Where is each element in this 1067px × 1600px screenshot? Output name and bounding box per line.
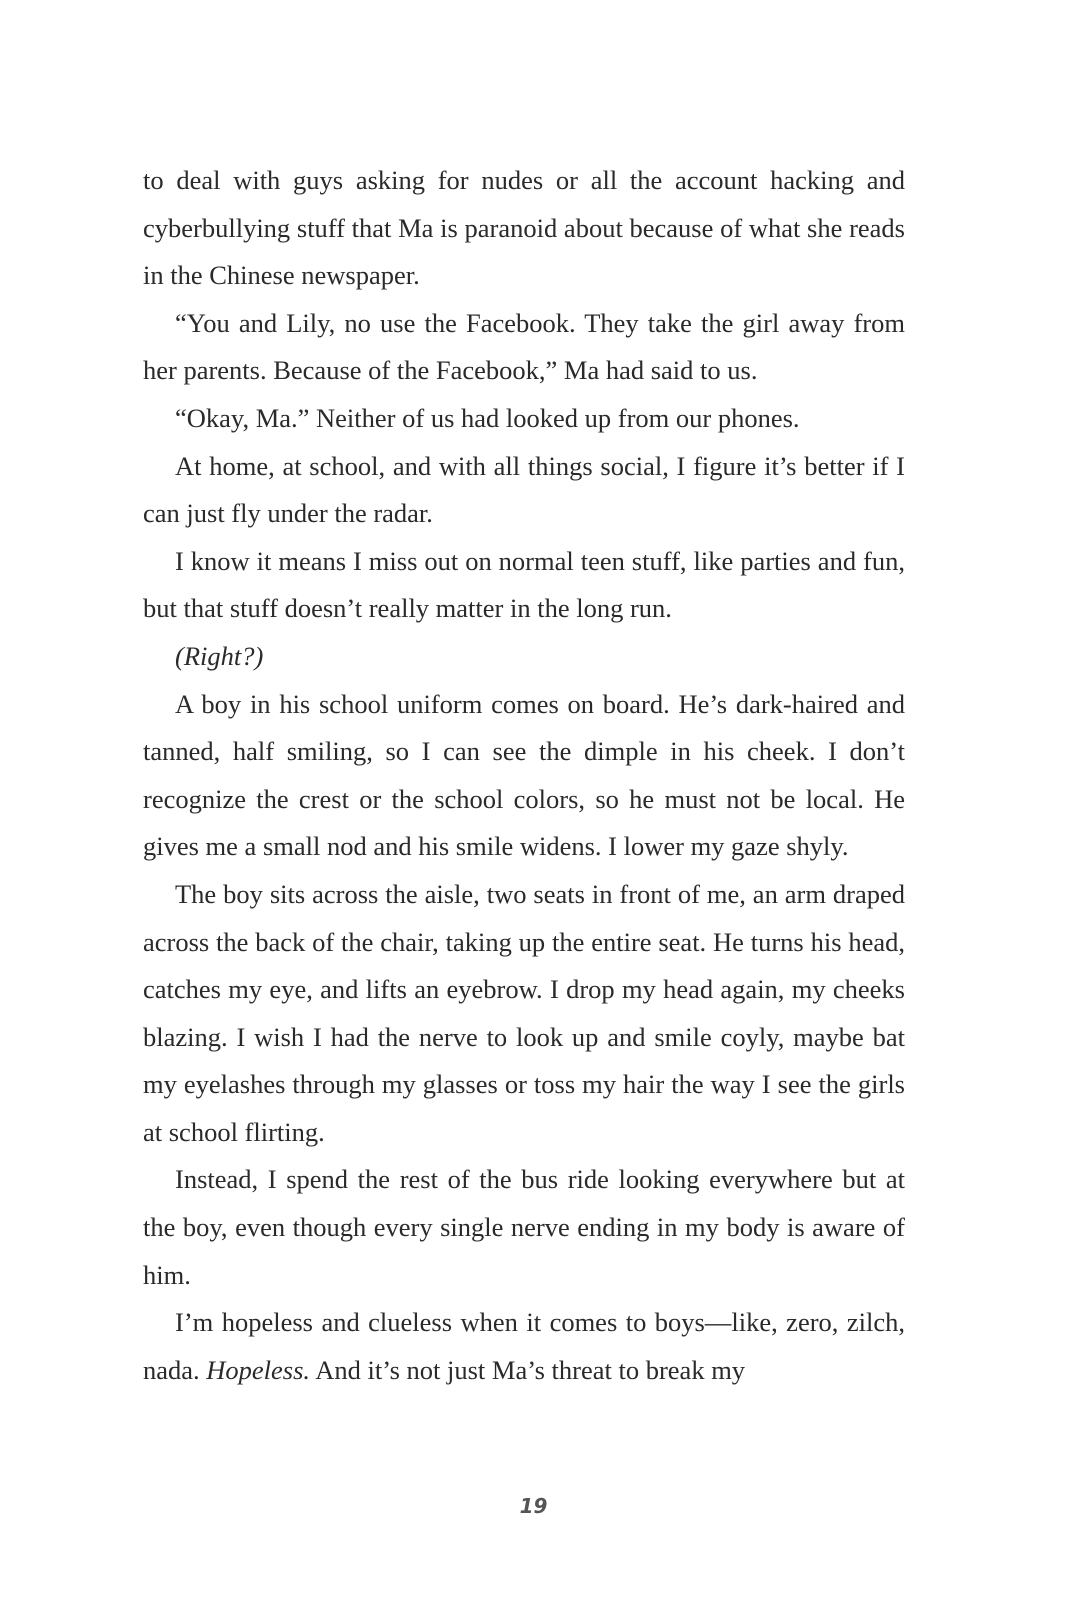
- text-segment: I know it means I miss out on normal teen stuff, like parties and fun, but that stuff doesn’t really matter in the long run.: [143, 545, 905, 624]
- paragraph: [143, 300, 905, 395]
- italic-text-segment: Hopeless.: [206, 1354, 311, 1385]
- text-segment: A boy in his school uniform comes on board. He’s dark-haired and tanned, half smiling, so I can see the dimple in his cheek. I don’t recognize the crest or the school colors, so he must not be local. He gives me a small nod and his smile widens. I lower my gaze shyly.: [143, 688, 905, 862]
- paragraph: [143, 157, 905, 300]
- body-text: [143, 157, 905, 1394]
- paragraph: [143, 1299, 905, 1394]
- paragraph: [143, 395, 905, 443]
- text-segment: I’m hopeless and clueless when it comes to boys—like, zero, zilch, nada.: [143, 1307, 905, 1385]
- text-segment: Instead, I spend the rest of the bus ride looking everywhere but at the boy, even though every single nerve ending in my body is aware of him.: [143, 1164, 905, 1290]
- paragraph: [143, 538, 905, 633]
- text-segment: The boy sits across the aisle, two seats in front of me, an arm draped across the back of the chair, taking up the entire seat. He turns his head, catches my eye, and lifts an eyebrow. I drop my head again, my cheeks blazing. I wish I had the nerve to look up and smile coyly, maybe bat my eyelashes through my glasses or toss my hair the way I see the girls at school flirting.: [143, 878, 905, 1147]
- paragraph: [143, 633, 905, 681]
- paragraph: [143, 1156, 905, 1299]
- paragraph: [143, 871, 905, 1157]
- text-segment: At home, at school, and with all things social, I figure it’s better if I can just fly under the radar.: [143, 450, 905, 529]
- text-segment: to deal with guys asking for nudes or all the account hacking and cyberbullying stuff that Ma is paranoid about because of what she reads in the Chinese newspaper.: [143, 165, 905, 291]
- paragraph: [143, 681, 905, 871]
- text-segment: “You and Lily, no use the Facebook. They take the girl away from her parents. Because of the Facebook,” Ma had said to us.: [143, 307, 905, 386]
- page-number: 19: [519, 1494, 548, 1518]
- text-segment: And it’s not just Ma’s threat to break my: [310, 1354, 746, 1385]
- text-segment: “Okay, Ma.” Neither of us had looked up from our phones.: [175, 402, 800, 433]
- italic-text-segment: (Right?): [175, 640, 264, 671]
- paragraph: [143, 443, 905, 538]
